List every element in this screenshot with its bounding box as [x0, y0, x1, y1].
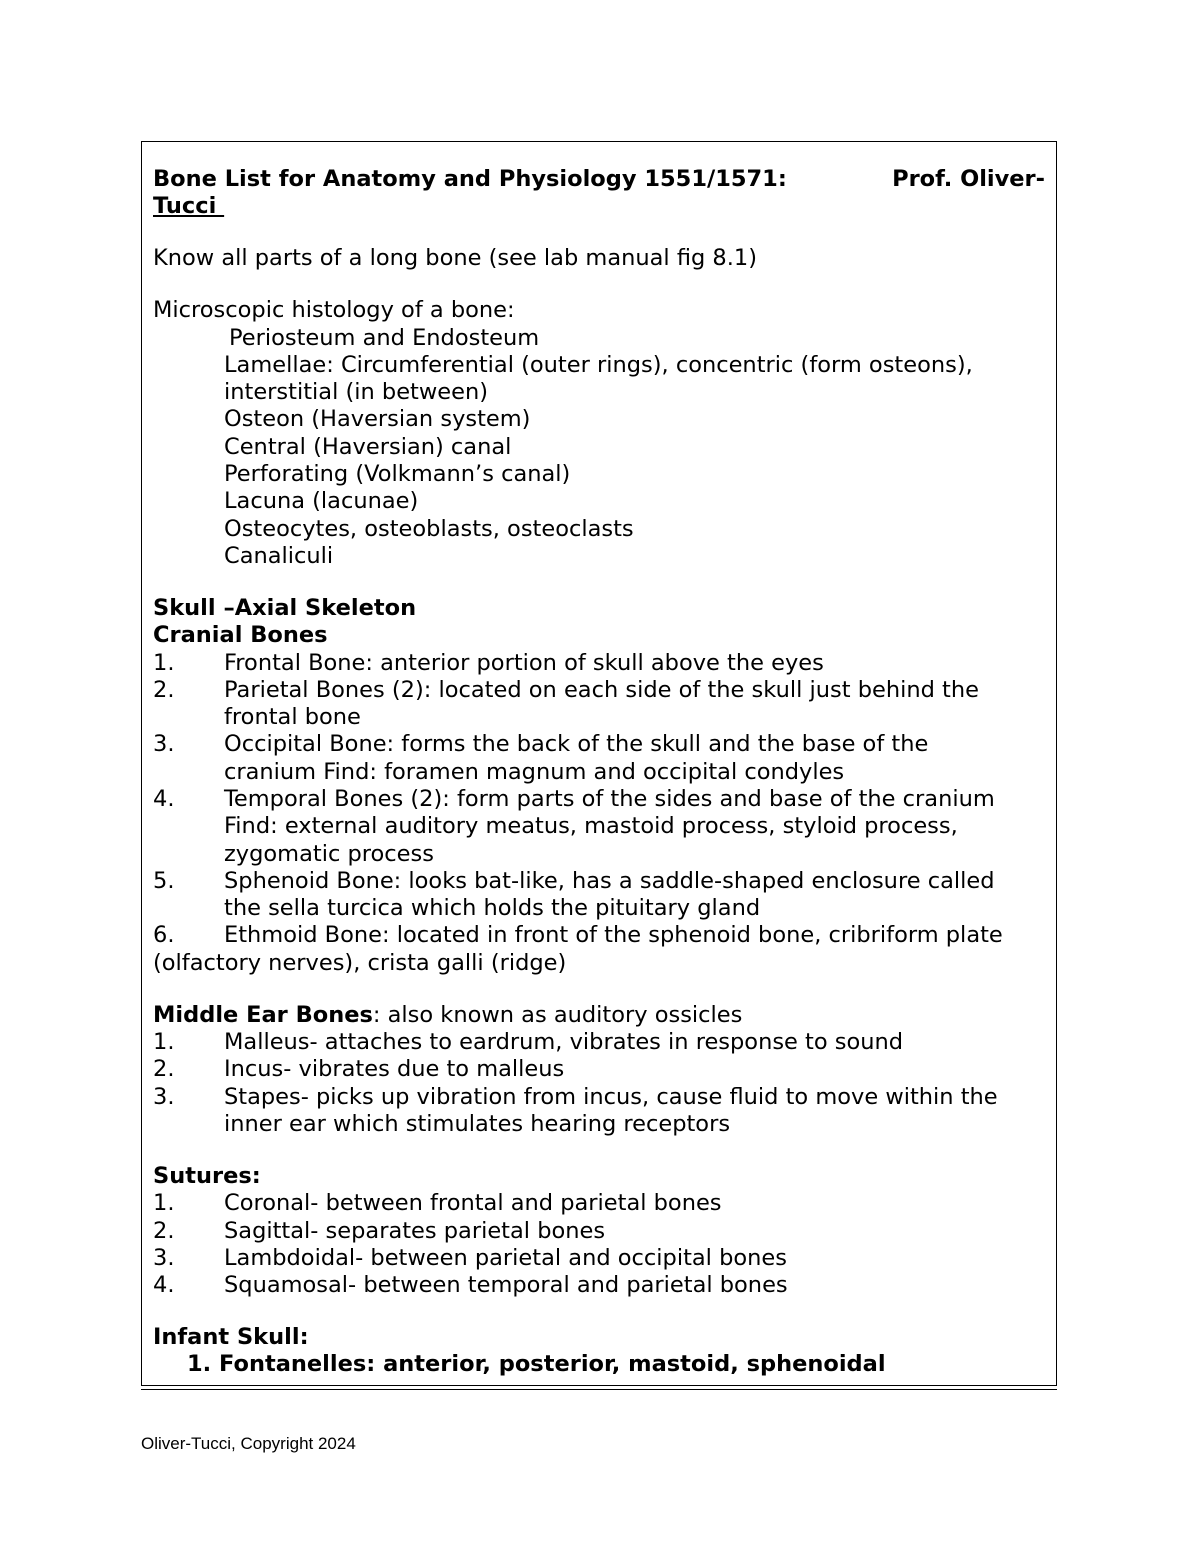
list-number: 1.	[153, 649, 175, 676]
list-text: Malleus- attaches to eardrum, vibrates in response to sound	[224, 1029, 904, 1056]
list-item	[153, 731, 1045, 758]
intro-text: Know all parts of a long bone (see lab manual fig 8.1)	[153, 245, 757, 272]
list-text-cont: cranium Find: foramen magnum and occipital condyles	[224, 758, 845, 785]
page-footer: Oliver-Tucci, Copyright 2024	[141, 1434, 356, 1453]
infant-skull-heading: Infant Skull:	[153, 1324, 309, 1351]
list-item	[153, 1084, 1045, 1111]
list-text: Occipital Bone: forms the back of the skull and the base of the	[224, 731, 929, 758]
list-number: 2.	[153, 676, 175, 703]
list-item	[153, 1218, 1045, 1245]
list-text: Sagittal- separates parietal bones	[224, 1217, 606, 1244]
histology-item: Osteon (Haversian system)	[224, 406, 531, 433]
list-number: 2.	[153, 1217, 175, 1244]
title-course: Bone List for Anatomy and Physiology 1551/1571:	[153, 166, 787, 192]
middle-ear-heading	[153, 1002, 1045, 1029]
list-text-cont: zygomatic process	[224, 840, 434, 867]
title-professor-cont: Tucci	[153, 193, 225, 220]
list-number: 2.	[153, 1056, 175, 1083]
middle-ear-list	[153, 1029, 1045, 1138]
document-title	[153, 166, 1045, 193]
document-body	[153, 166, 1045, 1379]
histology-item: Canaliculi	[224, 542, 334, 569]
list-item	[153, 650, 1045, 677]
list-item	[153, 1190, 1045, 1217]
list-item	[153, 1056, 1045, 1083]
list-item	[153, 1245, 1045, 1272]
list-item	[153, 677, 1045, 704]
list-item	[153, 786, 1045, 813]
list-text: Sphenoid Bone: looks bat-like, has a saddle-shaped enclosure called	[224, 867, 995, 894]
list-number: 4.	[153, 786, 175, 812]
histology-item: Lamellae: Circumferential (outer rings), concentric (form osteons),	[224, 351, 973, 378]
list-number: 6.	[153, 922, 175, 949]
histology-item: interstitial (in between)	[224, 379, 489, 406]
cranial-bones-list	[153, 650, 1045, 923]
list-text: Stapes- picks up vibration from incus, cause fluid to move within the	[224, 1083, 998, 1110]
sutures-heading: Sutures:	[153, 1162, 261, 1189]
title-professor: Prof. Oliver-	[892, 166, 1045, 192]
list-text-cont: frontal bone	[224, 704, 361, 731]
histology-heading: Microscopic histology of a bone:	[153, 297, 515, 324]
histology-item: Perforating (Volkmann’s canal)	[224, 461, 571, 488]
list-text: Ethmoid Bone: located in front of the sphenoid bone, cribriform plate	[224, 922, 1003, 949]
histology-item: Osteocytes, osteoblasts, osteoclasts	[224, 515, 634, 542]
list-number: 5.	[153, 867, 175, 894]
list-text: Parietal Bones (2): located on each side of the skull just behind the	[224, 676, 979, 703]
list-text: Frontal Bone: anterior portion of skull above the eyes	[224, 649, 824, 676]
infant-skull-item: 1. Fontanelles: anterior, posterior, mastoid, sphenoidal	[187, 1351, 886, 1378]
list-text-cont: the sella turcica which holds the pituitary gland	[224, 895, 761, 922]
middle-ear-title: Middle Ear Bones	[153, 1001, 373, 1028]
list-number: 1.	[153, 1190, 175, 1217]
list-number: 4.	[153, 1272, 175, 1299]
list-text-cont: inner ear which stimulates hearing receptors	[224, 1110, 731, 1137]
list-number: 3.	[153, 731, 175, 758]
frame-double-rule	[141, 1389, 1057, 1390]
list-text: Squamosal- between temporal and parietal bones	[224, 1272, 788, 1299]
middle-ear-subtitle: : also known as auditory ossicles	[372, 1001, 743, 1028]
list-text-cont: Find: external auditory meatus, mastoid process, styloid process,	[224, 813, 958, 840]
histology-item: Periosteum and Endosteum	[229, 324, 540, 351]
sutures-list	[153, 1190, 1045, 1299]
list-text-cont: (olfactory nerves), crista galli (ridge)	[153, 949, 567, 976]
list-item	[153, 1272, 1045, 1299]
list-text: Lambdoidal- between parietal and occipital bones	[224, 1244, 787, 1271]
list-item	[153, 922, 1045, 949]
list-text: Incus- vibrates due to malleus	[224, 1056, 565, 1083]
skull-heading: Skull –Axial Skeleton	[153, 594, 417, 621]
list-text: Coronal- between frontal and parietal bones	[224, 1190, 722, 1217]
list-number: 3.	[153, 1244, 175, 1271]
list-item	[153, 868, 1045, 895]
cranial-bones-heading: Cranial Bones	[153, 622, 328, 649]
list-number: 3.	[153, 1083, 175, 1110]
histology-item: Central (Haversian) canal	[224, 433, 512, 460]
histology-item: Lacuna (lacunae)	[224, 488, 419, 515]
list-item	[153, 1029, 1045, 1056]
list-text: Temporal Bones (2): form parts of the sides and base of the cranium	[224, 786, 995, 812]
list-number: 1.	[153, 1029, 175, 1056]
